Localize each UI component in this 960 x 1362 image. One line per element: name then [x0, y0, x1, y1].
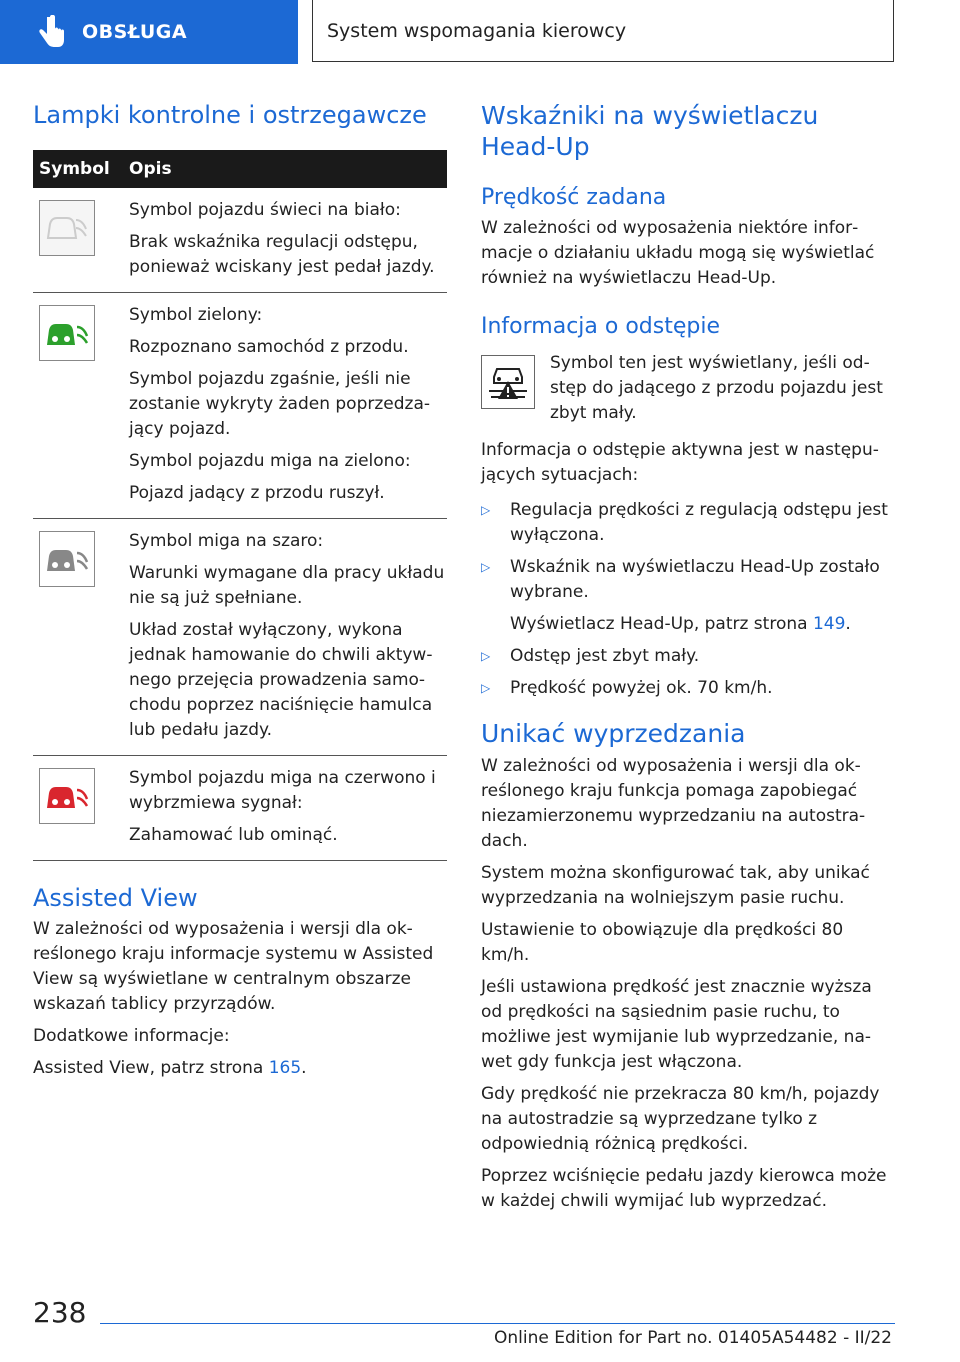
table-row: [33, 293, 447, 519]
list-item: ▷ Wskaźnik na wyświetlaczu Head-Up zostało wybrane.: [481, 557, 880, 602]
overtake-text: System można skonfigurować tak, aby unikać wyprzedzania na wolniejszym pasie ruchu.: [481, 863, 870, 908]
section-tab: [0, 0, 298, 64]
row-text: Symbol pojazdu zgaśnie, jeśli nie zostanie wykryty żaden poprzedzający pojazd.: [129, 369, 431, 439]
distance-warning-row: [481, 351, 895, 426]
chapter-title-box: [312, 0, 894, 62]
vehicle-symbol-gray-icon: [39, 531, 95, 587]
section-title-indicator-lamps: Lampki kontrolne i ostrzegawcze: [33, 101, 427, 129]
list-item: ▷ Odstęp jest zbyt mały.: [481, 644, 895, 669]
column-header-description: Opis: [129, 150, 447, 188]
row-text: Zahamować lub ominąć.: [129, 825, 338, 845]
overtake-text: Jeśli ustawiona prędkość jest znacznie wyższa od prędkości na sąsiednim pasie ruchu, to możliwe jest wymijanie lub wyprzedzanie, nawet gdy funkcja jest włączona.: [481, 977, 872, 1072]
head-up-reference: Wyświetlacz Head-Up, patrz strona 149.: [510, 614, 851, 634]
row-text: Symbol pojazdu miga na zielono:: [129, 451, 411, 471]
assisted-view-text: W zależności od wyposażenia i wersji dla określonego kraju informacje systemu w Assisted View są wyświetlane w centralnym obszarze wskazań tablicy przyrządów.: [33, 919, 434, 1014]
row-text: Układ został wyłączony, wykona jednak hamowanie do chwili aktywnego przejęcia prowadzenia samochodu poprzez naciśnięcie hamulca lub pedału jazdy.: [129, 620, 433, 740]
distance-info-intro: Informacja o odstępie aktywna jest w następujących sytuacjach:: [481, 440, 879, 485]
vehicle-symbol-white-icon: [39, 200, 95, 256]
overtake-text: Poprzez wciśnięcie pedału jazdy kierowca może w każdej chwili wymijać lub wyprzedzać.: [481, 1166, 887, 1211]
assisted-view-more-label: Dodatkowe informacje:: [33, 1026, 230, 1046]
row-text: Pojazd jadący z przodu ruszył.: [129, 483, 385, 503]
footer-divider: [100, 1323, 895, 1324]
list-item: ▷ Regulacja prędkości z regulacją odstępu jest wyłączona.: [481, 500, 888, 545]
column-header-symbol: Symbol: [33, 150, 129, 188]
section-title-assisted-view: Assisted View: [33, 884, 198, 912]
table-row: [33, 519, 447, 756]
triangle-bullet-icon: ▷: [481, 503, 491, 517]
row-text: Brak wskaźnika regulacji odstępu, ponieważ wciskany jest pedał jazdy.: [129, 232, 435, 277]
section-title-avoid-overtaking: Unikać wyprzedzania: [481, 719, 746, 748]
vehicle-symbol-green-icon: [39, 305, 95, 361]
section-title-head-up: Wskaźniki na wyświetlaczu Head-Up: [481, 101, 819, 161]
section-tab-label: OBSŁUGA: [82, 21, 188, 43]
chapter-title: System wspomagania kierowcy: [327, 19, 627, 42]
left-column: [33, 100, 447, 1081]
row-text: Rozpoznano samochód z przodu.: [129, 337, 409, 357]
distance-conditions-list: [481, 498, 895, 605]
triangle-bullet-icon: ▷: [481, 681, 491, 695]
page-link-149[interactable]: 149: [812, 614, 846, 634]
row-text: Symbol pojazdu świeci na biało:: [129, 200, 401, 220]
footer-edition-text: Online Edition for Part no. 01405A54482 - II/22: [493, 1328, 892, 1348]
row-text: Warunki wymagane dla pracy układu nie są już spełniane.: [129, 563, 445, 608]
overtake-text: Ustawienie to obowiązuje dla prędkości 80 km/h.: [481, 920, 844, 965]
set-speed-text: W zależności od wyposażenia niektóre informacje o działaniu układu mogą się wyświetlać również na wyświetlaczu Head-Up.: [481, 218, 875, 288]
table-header-row: [33, 150, 447, 188]
overtake-text: Gdy prędkość nie przekracza 80 km/h, pojazdy na autostradzie są wyprzedzane tylko z odpowiednią różnicą prędkości.: [481, 1084, 880, 1154]
assisted-view-reference: Assisted View, patrz strona 165.: [33, 1058, 307, 1078]
distance-warning-text: Symbol ten jest wyświetlany, jeśli odstęp do jadącego z przodu pojazdu jest zbyt mały.: [550, 353, 883, 423]
symbol-table: [33, 150, 447, 861]
list-item: ▷ Prędkość powyżej ok. 70 km/h.: [481, 676, 895, 701]
distance-warning-icon: [481, 355, 535, 409]
table-row: [33, 756, 447, 861]
triangle-bullet-icon: ▷: [481, 649, 491, 663]
hand-pointer-icon: [38, 15, 66, 49]
triangle-bullet-icon: ▷: [481, 560, 491, 574]
subsection-title-distance-info: Informacja o odstępie: [481, 314, 721, 339]
table-row: [33, 188, 447, 293]
row-text: Symbol zielony:: [129, 305, 263, 325]
row-text: Symbol pojazdu miga na czerwono i wybrzmiewa sygnał:: [129, 768, 436, 813]
page-link-165[interactable]: 165: [268, 1058, 302, 1078]
overtake-text: W zależności od wyposażenia i wersji dla określonego kraju funkcja pomaga zapobiegać niezamierzonemu wyprzedzaniu na autostradach.: [481, 756, 866, 851]
subsection-title-set-speed: Prędkość zadana: [481, 185, 667, 210]
row-text: Symbol miga na szaro:: [129, 531, 324, 551]
page-number: 238: [33, 1296, 87, 1329]
right-column: [481, 100, 895, 1214]
distance-conditions-list-2: [481, 644, 895, 701]
vehicle-symbol-red-icon: [39, 768, 95, 824]
